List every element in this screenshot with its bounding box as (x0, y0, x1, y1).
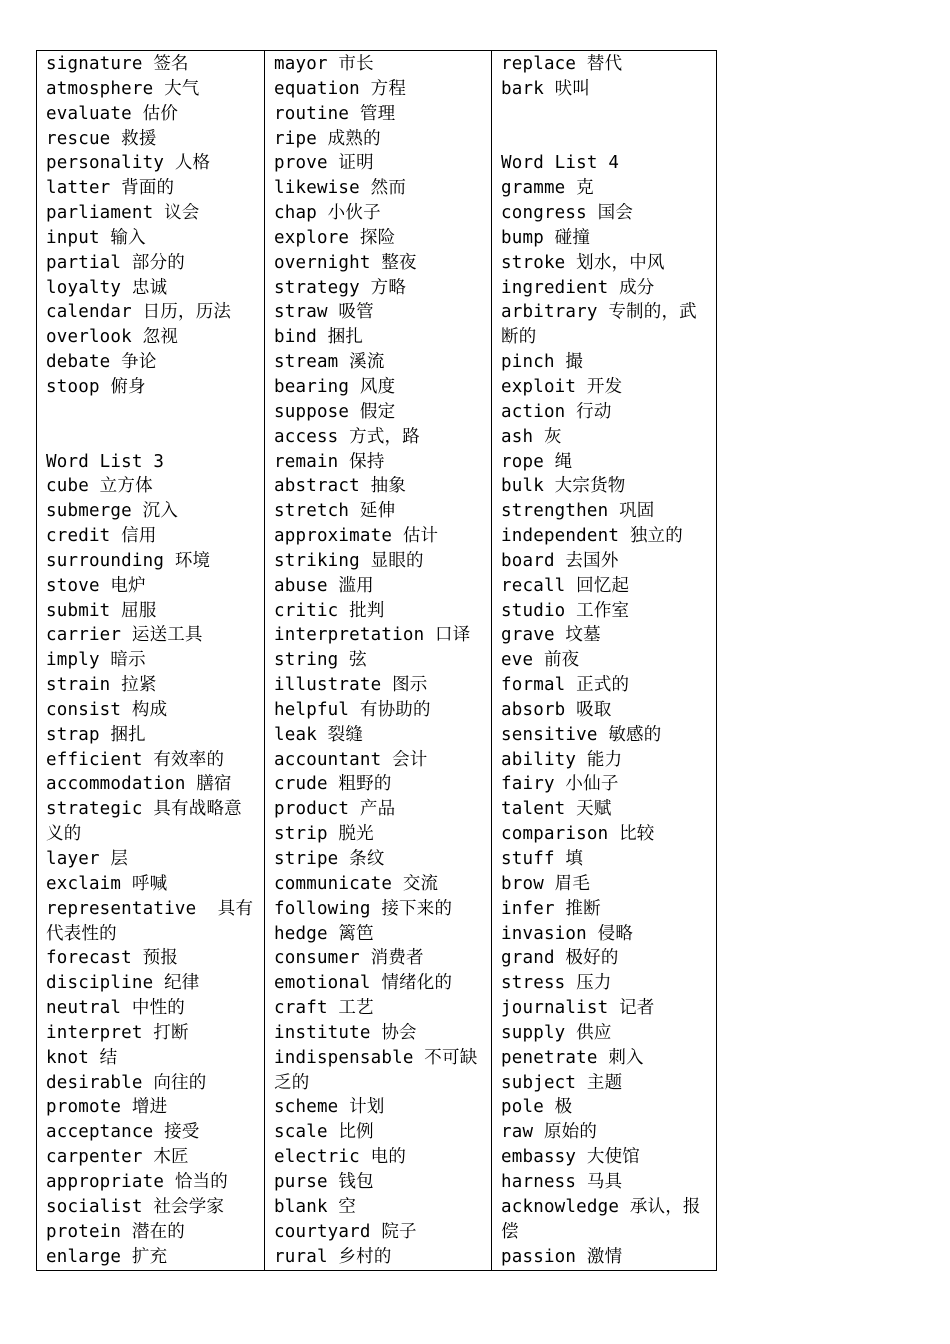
vocab-entry: consumer 消费者 (274, 948, 424, 969)
vocab-entry: stress 压力 (501, 973, 612, 994)
vocab-entry: suppose 假定 (274, 401, 396, 422)
blank-line (46, 425, 264, 450)
vocab-entry: bearing 风度 (274, 376, 396, 397)
vocab-entry: latter 背面的 (46, 178, 175, 199)
vocab-entry: strategic 具有战略意 (46, 799, 242, 820)
vocab-entry: overlook 忽视 (46, 327, 179, 348)
vocab-entry: journalist 记者 (501, 998, 655, 1019)
vocab-entry: carrier 运送工具 (46, 625, 203, 646)
vocab-entry: strip 脱光 (274, 824, 374, 845)
vocab-entry: loyalty 忠诚 (46, 277, 168, 298)
vocab-entry: pinch 撮 (501, 352, 584, 373)
vocab-entry: mayor 市长 (274, 54, 374, 74)
vocab-entry: ripe 成熟的 (274, 128, 381, 149)
vocab-entry: pole 极 (501, 1097, 573, 1118)
vocab-entry: imply 暗示 (46, 650, 146, 671)
vocab-entry: promote 增进 (46, 1097, 168, 1118)
vocab-entry: electric 电的 (274, 1147, 407, 1168)
vocab-entry: leak 裂缝 (274, 724, 364, 745)
vocab-entry: brow 眉毛 (501, 873, 591, 894)
vocab-entry: absorb 吸取 (501, 699, 612, 720)
vocab-entry: gramme 克 (501, 178, 594, 199)
vocab-entry: talent 天赋 (501, 799, 612, 820)
vocab-entry: arbitrary 专制的，武 (501, 302, 697, 323)
vocab-entry: consist 构成 (46, 699, 168, 720)
vocab-entry: studio 工作室 (501, 600, 630, 621)
vocab-entry: institute 协会 (274, 1022, 417, 1043)
blank-line (501, 102, 716, 127)
vocab-entry: forecast 预报 (46, 948, 179, 969)
vocab-entry: rescue 救援 (46, 128, 157, 149)
vocab-entry: ingredient 成分 (501, 277, 655, 298)
vocab-entry: subject 主题 (501, 1072, 623, 1093)
vocab-entry: purse 钱包 (274, 1171, 374, 1192)
vocab-entry: abstract 抽象 (274, 476, 407, 497)
vocab-entry: protein 潜在的 (46, 1221, 185, 1242)
vocab-entry: scheme 计划 (274, 1097, 385, 1118)
vocab-entry: stove 电炉 (46, 575, 146, 596)
vocab-entry: replace 替代 (501, 54, 623, 74)
vocab-entry: embassy 大使馆 (501, 1147, 640, 1168)
vocab-entry: helpful 有协助的 (274, 699, 431, 720)
vocab-entry: Word List 3 (46, 451, 165, 472)
vocab-entry: courtyard 院子 (274, 1221, 417, 1242)
vocab-entry: input 输入 (46, 227, 146, 248)
vocab-entry: Word List 4 (501, 153, 620, 174)
vocab-entry: remain 保持 (274, 451, 385, 472)
vocab-entry: scale 比例 (274, 1122, 374, 1143)
vocab-entry: equation 方程 (274, 78, 407, 99)
vocab-entry: surrounding 环境 (46, 550, 211, 571)
vocab-entry: stoop 俯身 (46, 376, 146, 397)
column-3 (491, 51, 716, 1270)
vocab-entry: 代表性的 (46, 923, 117, 944)
vocab-entry: likewise 然而 (274, 178, 407, 199)
vocab-entry: accommodation 膳宿 (46, 774, 232, 795)
vocab-entry: 义的 (46, 824, 82, 845)
vocab-entry: 乏的 (274, 1072, 310, 1093)
vocab-entry: overnight 整夜 (274, 252, 417, 273)
vocab-entry: raw 原始的 (501, 1122, 598, 1143)
vocab-entry: supply 供应 (501, 1022, 612, 1043)
vocab-entry: neutral 中性的 (46, 998, 185, 1019)
vocab-entry: hedge 篱笆 (274, 923, 374, 944)
vocab-entry: strategy 方略 (274, 277, 407, 298)
vocab-entry: credit 信用 (46, 526, 157, 547)
vocab-entry: 偿 (501, 1221, 519, 1242)
vocab-entry: debate 争论 (46, 352, 157, 373)
vocab-entry: action 行动 (501, 401, 612, 422)
vocab-entry: chap 小伙子 (274, 203, 381, 224)
vocab-entry: passion 激情 (501, 1246, 623, 1267)
vocab-entry: bulk 大宗货物 (501, 476, 626, 497)
vocab-entry: bind 捆扎 (274, 327, 364, 348)
vocab-entry: evaluate 估价 (46, 103, 179, 124)
vocab-entry: accountant 会计 (274, 749, 428, 770)
vocab-entry: enlarge 扩充 (46, 1246, 168, 1267)
vocab-entry: strap 捆扎 (46, 724, 146, 745)
vocab-entry: grand 极好的 (501, 948, 619, 969)
vocab-entry: board 去国外 (501, 550, 619, 571)
vocab-entry: strain 拉紧 (46, 675, 157, 696)
vocab-entry: recall 回忆起 (501, 575, 630, 596)
vocab-entry: ability 能力 (501, 749, 623, 770)
vocab-entry: exploit 开发 (501, 376, 623, 397)
vocab-entry: stroke 划水，中风 (501, 252, 665, 273)
vocab-entry: efficient 有效率的 (46, 749, 225, 770)
vocab-entry: access 方式，路 (274, 426, 420, 447)
vocab-entry: ash 灰 (501, 426, 562, 447)
vocab-entry: stripe 条纹 (274, 849, 385, 869)
vocab-entry: atmosphere 大气 (46, 78, 200, 99)
vocab-entry: abuse 滥用 (274, 575, 374, 596)
vocab-entry: stream 溪流 (274, 352, 385, 373)
vocab-entry: comparison 比较 (501, 824, 655, 845)
vocab-entry: craft 工艺 (274, 998, 374, 1019)
vocab-entry: indispensable 不可缺 (274, 1047, 478, 1068)
blank-line (46, 400, 264, 425)
vocab-entry: parliament 议会 (46, 203, 200, 224)
vocab-entry: invasion 侵略 (501, 923, 634, 944)
vocab-entry: crude 粗野的 (274, 774, 392, 795)
vocab-entry: signature 签名 (46, 54, 189, 74)
vocab-entry: fairy 小仙子 (501, 774, 619, 795)
vocab-entry: grave 坟墓 (501, 625, 601, 646)
vocab-entry: submit 屈服 (46, 600, 157, 621)
vocab-entry: interpretation 口译 (274, 625, 471, 646)
vocab-entry: carpenter 木匠 (46, 1147, 189, 1168)
vocab-entry: routine 管理 (274, 103, 396, 124)
vocab-entry: illustrate 图示 (274, 675, 428, 696)
vocab-entry: strengthen 巩固 (501, 501, 655, 522)
vocab-entry: partial 部分的 (46, 252, 185, 273)
vocab-entry: congress 国会 (501, 203, 634, 224)
vocab-entry: interpret 打断 (46, 1022, 189, 1043)
vocab-entry: knot 结 (46, 1047, 118, 1068)
vocab-entry: penetrate 刺入 (501, 1047, 644, 1068)
vocab-entry: bark 吠叫 (501, 78, 591, 99)
vocab-entry: rural 乡村的 (274, 1246, 392, 1267)
vocab-entry: layer 层 (46, 849, 129, 869)
vocab-entry: eve 前夜 (501, 650, 580, 671)
vocab-entry: emotional 情绪化的 (274, 973, 453, 994)
vocab-entry: explore 探险 (274, 227, 396, 248)
vocab-entry: rope 绳 (501, 451, 573, 472)
vocab-entry: cube 立方体 (46, 476, 153, 497)
vocab-entry: blank 空 (274, 1196, 357, 1217)
vocab-entry: infer 推断 (501, 898, 601, 919)
vocab-entry: acknowledge 承认，报 (501, 1196, 701, 1217)
vocab-entry: stretch 延伸 (274, 501, 396, 522)
vocab-entry: formal 正式的 (501, 675, 630, 696)
vocab-entry: string 弦 (274, 650, 367, 671)
vocab-entry: stuff 填 (501, 849, 584, 869)
vocab-entry: approximate 估计 (274, 526, 439, 547)
vocab-entry: desirable 向往的 (46, 1072, 207, 1093)
vocab-entry: product 产品 (274, 799, 396, 820)
vocab-entry: socialist 社会学家 (46, 1196, 225, 1217)
vocabulary-table (36, 50, 717, 1271)
vocab-entry: communicate 交流 (274, 873, 439, 894)
vocab-entry: appropriate 恰当的 (46, 1171, 228, 1192)
vocab-entry: independent 独立的 (501, 526, 683, 547)
blank-line (501, 127, 716, 152)
vocab-entry: submerge 沉入 (46, 501, 179, 522)
column-2 (264, 51, 491, 1270)
column-1 (37, 51, 264, 1270)
vocab-entry: sensitive 敏感的 (501, 724, 662, 745)
vocab-entry: critic 批判 (274, 600, 385, 621)
vocab-entry: exclaim 呼喊 (46, 873, 168, 894)
vocab-entry: personality 人格 (46, 153, 211, 174)
vocab-entry: prove 证明 (274, 153, 374, 174)
vocab-entry: harness 马具 (501, 1171, 623, 1192)
vocab-entry: 断的 (501, 327, 537, 348)
vocab-entry: acceptance 接受 (46, 1122, 200, 1143)
vocab-entry: straw 吸管 (274, 302, 374, 323)
vocab-entry: following 接下来的 (274, 898, 453, 919)
vocab-entry: striking 显眼的 (274, 550, 424, 571)
vocab-entry: representative 具有 (46, 898, 254, 919)
vocab-entry: discipline 纪律 (46, 973, 200, 994)
vocab-entry: bump 碰撞 (501, 227, 591, 248)
vocab-entry: calendar 日历，历法 (46, 302, 232, 323)
